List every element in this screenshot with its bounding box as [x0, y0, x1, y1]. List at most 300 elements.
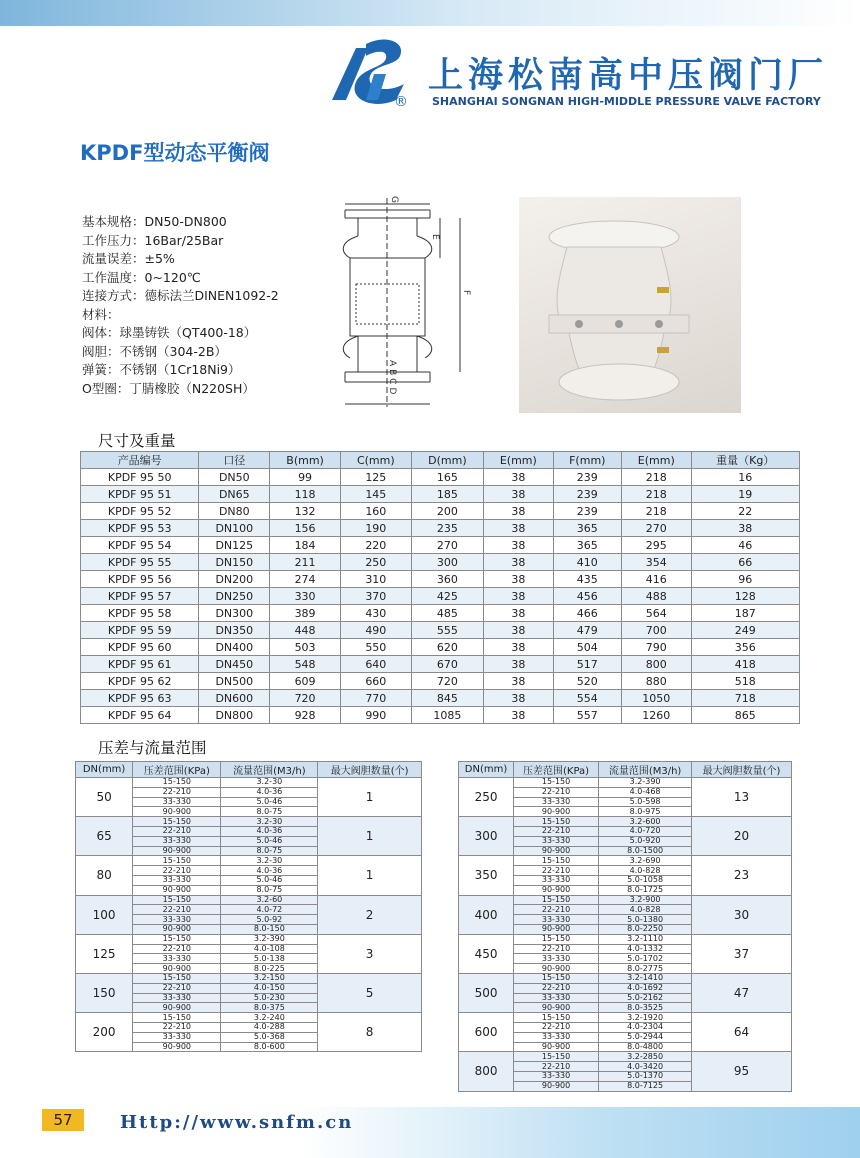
max-cartridge-cell: 1: [318, 856, 422, 895]
table-cell: DN65: [199, 486, 270, 503]
table-row: [81, 588, 800, 605]
flow-range-cell: 5.0-2944: [599, 1032, 692, 1042]
table-row: [459, 1013, 792, 1023]
pressure-range-cell: 90-900: [133, 885, 221, 895]
pressure-range-cell: 15-150: [514, 934, 599, 944]
table-cell: DN150: [199, 554, 270, 571]
column-header: 流量范围(M3/h): [221, 762, 318, 778]
flow-range-cell: 4.0-1692: [599, 983, 692, 993]
flow-range-cell: 4.0-720: [599, 826, 692, 836]
table-cell: 416: [621, 571, 691, 588]
table-cell: KPDF 95 50: [81, 469, 199, 486]
table-cell: 38: [484, 520, 554, 537]
flow-range-cell: 5.0-1058: [599, 875, 692, 885]
table-row: [76, 1013, 422, 1023]
table-row: [76, 856, 422, 866]
spec-line: 弹簧：不锈钢（1Cr18Ni9）: [82, 362, 241, 377]
flow-range-cell: 5.0-1702: [599, 954, 692, 964]
table-cell: 218: [621, 469, 691, 486]
table-row: [459, 778, 792, 788]
column-header: E(mm): [621, 452, 691, 469]
max-cartridge-cell: 37: [692, 934, 792, 973]
column-header: C(mm): [340, 452, 411, 469]
flow-range-cell: 3.2-600: [599, 817, 692, 827]
pressure-range-cell: 90-900: [133, 924, 221, 934]
column-header: 流量范围(M3/h): [599, 762, 692, 778]
dimension-section-title: 尺寸及重量: [98, 432, 176, 450]
flow-range-cell: 5.0-368: [221, 1032, 318, 1042]
table-cell: 365: [553, 520, 621, 537]
table-cell: 145: [340, 486, 411, 503]
pressure-range-cell: 22-210: [133, 1022, 221, 1032]
table-cell: 218: [621, 486, 691, 503]
dn-cell: 65: [76, 817, 133, 856]
flow-range-cell: 3.2-240: [221, 1013, 318, 1023]
table-cell: 488: [621, 588, 691, 605]
max-cartridge-cell: 20: [692, 817, 792, 856]
flow-range-cell: 3.2-30: [221, 817, 318, 827]
table-cell: DN200: [199, 571, 270, 588]
flow-range-cell: 8.0-600: [221, 1042, 318, 1052]
dn-cell: 300: [459, 817, 514, 856]
flow-range-cell: 4.0-108: [221, 944, 318, 954]
flow-range-cell: 8.0-375: [221, 1003, 318, 1013]
pressure-range-cell: 22-210: [514, 866, 599, 876]
table-cell: 548: [270, 656, 341, 673]
pressure-range-cell: 33-330: [133, 797, 221, 807]
flow-range-cell: 3.2-2850: [599, 1052, 692, 1062]
flow-range-cell: 5.0-920: [599, 836, 692, 846]
pressure-range-cell: 22-210: [514, 826, 599, 836]
table-header-row: [76, 762, 422, 778]
max-cartridge-cell: 30: [692, 895, 792, 934]
valve-section-drawing: [330, 192, 480, 414]
table-cell: 389: [270, 605, 341, 622]
table-cell: DN125: [199, 537, 270, 554]
column-header: 重量（Kg）: [691, 452, 799, 469]
max-cartridge-cell: 5: [318, 973, 422, 1012]
table-cell: 125: [340, 469, 411, 486]
table-row: [459, 973, 792, 983]
flow-range-cell: 5.0-598: [599, 797, 692, 807]
table-cell: 435: [553, 571, 621, 588]
column-header: 产品编号: [81, 452, 199, 469]
company-name-cn: 上海松南高中压阀门厂: [428, 56, 829, 96]
max-cartridge-cell: 47: [692, 973, 792, 1012]
table-cell: DN250: [199, 588, 270, 605]
table-cell: 720: [270, 690, 341, 707]
pressure-range-cell: 22-210: [133, 944, 221, 954]
table-cell: 365: [553, 537, 621, 554]
flow-range-cell: 8.0-225: [221, 964, 318, 974]
table-cell: 38: [484, 486, 554, 503]
dn-cell: 500: [459, 973, 514, 1012]
pressure-range-cell: 90-900: [514, 924, 599, 934]
pressure-range-cell: 33-330: [514, 797, 599, 807]
flow-range-cell: 8.0-7125: [599, 1081, 692, 1091]
dn-cell: 100: [76, 895, 133, 934]
column-header: 最大阀胆数量(个): [318, 762, 422, 778]
table-cell: 485: [411, 605, 483, 622]
table-cell: DN300: [199, 605, 270, 622]
flow-range-cell: 4.0-828: [599, 866, 692, 876]
max-cartridge-cell: 3: [318, 934, 422, 973]
table-cell: KPDF 95 58: [81, 605, 199, 622]
table-cell: 448: [270, 622, 341, 639]
flow-range-cell: 8.0-4800: [599, 1042, 692, 1052]
flow-range-cell: 5.0-2162: [599, 993, 692, 1003]
table-header-row: [459, 762, 792, 778]
pressure-range-cell: 33-330: [133, 875, 221, 885]
column-header: D(mm): [411, 452, 483, 469]
column-header: 压差范围(KPa): [133, 762, 221, 778]
max-cartridge-cell: 23: [692, 856, 792, 895]
table-row: [81, 571, 800, 588]
table-row: [81, 554, 800, 571]
table-cell: 990: [340, 707, 411, 724]
table-cell: 239: [553, 503, 621, 520]
registered-mark: ®: [394, 94, 408, 110]
table-row: [459, 1052, 792, 1062]
flow-range-cell: 3.2-690: [599, 856, 692, 866]
table-row: [81, 486, 800, 503]
flow-range-cell: 5.0-92: [221, 915, 318, 925]
pressure-range-cell: 22-210: [133, 787, 221, 797]
flow-range-cell: 4.0-36: [221, 787, 318, 797]
pressure-range-cell: 15-150: [133, 778, 221, 788]
pressure-range-cell: 22-210: [133, 826, 221, 836]
flow-range-cell: 4.0-1332: [599, 944, 692, 954]
table-row: [81, 605, 800, 622]
table-cell: 310: [340, 571, 411, 588]
pressure-range-cell: 90-900: [514, 846, 599, 856]
dn-cell: 450: [459, 934, 514, 973]
table-cell: KPDF 95 54: [81, 537, 199, 554]
table-cell: 609: [270, 673, 341, 690]
table-cell: 928: [270, 707, 341, 724]
table-cell: 165: [411, 469, 483, 486]
table-cell: 38: [484, 469, 554, 486]
pressure-range-cell: 33-330: [133, 1032, 221, 1042]
table-cell: 517: [553, 656, 621, 673]
page-number: 57: [42, 1109, 84, 1131]
table-cell: 520: [553, 673, 621, 690]
pressure-range-cell: 15-150: [514, 1013, 599, 1023]
pressure-range-cell: 15-150: [133, 973, 221, 983]
dim-label-e: E: [430, 234, 440, 240]
table-cell: 200: [411, 503, 483, 520]
flow-range-cell: 3.2-390: [599, 778, 692, 788]
dn-cell: 125: [76, 934, 133, 973]
column-header: E(mm): [484, 452, 554, 469]
table-cell: 96: [691, 571, 799, 588]
table-row: [76, 934, 422, 944]
pressure-range-cell: 15-150: [514, 895, 599, 905]
pressure-range-cell: 15-150: [133, 1013, 221, 1023]
pressure-range-cell: 33-330: [133, 915, 221, 925]
flow-range-cell: 4.0-150: [221, 983, 318, 993]
pressure-range-cell: 15-150: [133, 856, 221, 866]
table-cell: 718: [691, 690, 799, 707]
flow-range-cell: 4.0-36: [221, 826, 318, 836]
table-cell: 356: [691, 639, 799, 656]
table-cell: 700: [621, 622, 691, 639]
table-cell: 430: [340, 605, 411, 622]
table-row: [76, 817, 422, 827]
flow-range-cell: 4.0-36: [221, 866, 318, 876]
table-cell: 38: [484, 673, 554, 690]
table-cell: 503: [270, 639, 341, 656]
table-cell: 22: [691, 503, 799, 520]
table-cell: 118: [270, 486, 341, 503]
table-cell: 670: [411, 656, 483, 673]
max-cartridge-cell: 1: [318, 817, 422, 856]
max-cartridge-cell: 8: [318, 1013, 422, 1052]
spec-line: 材料：: [82, 306, 120, 322]
table-cell: 239: [553, 486, 621, 503]
product-title: KPDF型动态平衡阀: [80, 141, 270, 165]
table-cell: 504: [553, 639, 621, 656]
pressure-range-cell: 33-330: [133, 836, 221, 846]
flow-range-cell: 3.2-1110: [599, 934, 692, 944]
table-row: [81, 639, 800, 656]
table-cell: 38: [484, 588, 554, 605]
pressure-range-cell: 33-330: [133, 954, 221, 964]
table-cell: 490: [340, 622, 411, 639]
flow-range-table-right: [458, 761, 792, 1092]
pressure-range-cell: 22-210: [514, 1062, 599, 1072]
table-cell: DN800: [199, 707, 270, 724]
table-row: [459, 817, 792, 827]
table-cell: 330: [270, 588, 341, 605]
max-cartridge-cell: 64: [692, 1013, 792, 1052]
table-cell: 620: [411, 639, 483, 656]
pressure-range-cell: 90-900: [514, 1081, 599, 1091]
table-cell: 38: [484, 537, 554, 554]
spec-line: 工作压力：16Bar/25Bar: [82, 232, 224, 248]
table-cell: 466: [553, 605, 621, 622]
column-header: DN(mm): [76, 762, 133, 778]
flow-section-title: 压差与流量范围: [98, 739, 207, 757]
flow-range-cell: 3.2-60: [221, 895, 318, 905]
table-cell: 555: [411, 622, 483, 639]
pressure-range-cell: 15-150: [133, 934, 221, 944]
flow-range-cell: 3.2-30: [221, 856, 318, 866]
table-row: [81, 707, 800, 724]
pressure-range-cell: 33-330: [514, 836, 599, 846]
table-cell: 360: [411, 571, 483, 588]
pressure-range-cell: 22-210: [133, 983, 221, 993]
table-cell: KPDF 95 61: [81, 656, 199, 673]
pressure-range-cell: 33-330: [514, 993, 599, 1003]
flow-range-cell: 8.0-75: [221, 846, 318, 856]
dim-label-g: G: [389, 196, 399, 203]
pressure-range-cell: 90-900: [133, 846, 221, 856]
table-cell: KPDF 95 59: [81, 622, 199, 639]
table-cell: DN350: [199, 622, 270, 639]
table-cell: 800: [621, 656, 691, 673]
table-cell: DN600: [199, 690, 270, 707]
table-cell: KPDF 95 64: [81, 707, 199, 724]
pressure-range-cell: 33-330: [133, 993, 221, 1003]
flow-range-cell: 3.2-150: [221, 973, 318, 983]
table-row: [81, 503, 800, 520]
table-cell: 300: [411, 554, 483, 571]
table-row: [459, 934, 792, 944]
table-cell: 518: [691, 673, 799, 690]
pressure-range-cell: 90-900: [133, 1003, 221, 1013]
table-cell: 190: [340, 520, 411, 537]
dn-cell: 150: [76, 973, 133, 1012]
flow-range-cell: 4.0-468: [599, 787, 692, 797]
table-cell: 640: [340, 656, 411, 673]
flow-range-cell: 4.0-288: [221, 1022, 318, 1032]
company-name-en: SHANGHAI SONGNAN HIGH-MIDDLE PRESSURE VALVE FACTORY: [432, 95, 821, 108]
website-url[interactable]: Http://www.snfm.cn: [120, 1112, 354, 1133]
table-cell: 38: [484, 656, 554, 673]
table-cell: DN450: [199, 656, 270, 673]
table-row: [76, 895, 422, 905]
table-body: [76, 778, 422, 1052]
table-cell: 16: [691, 469, 799, 486]
table-cell: 184: [270, 537, 341, 554]
table-cell: KPDF 95 53: [81, 520, 199, 537]
table-row: [81, 469, 800, 486]
flow-range-cell: 4.0-2304: [599, 1022, 692, 1032]
table-cell: KPDF 95 57: [81, 588, 199, 605]
flow-range-cell: 5.0-1370: [599, 1071, 692, 1081]
table-cell: KPDF 95 60: [81, 639, 199, 656]
table-cell: 250: [340, 554, 411, 571]
flow-range-table-left: [75, 761, 422, 1052]
max-cartridge-cell: 2: [318, 895, 422, 934]
table-cell: 557: [553, 707, 621, 724]
table-cell: 354: [621, 554, 691, 571]
pressure-range-cell: 15-150: [514, 973, 599, 983]
pressure-range-cell: 90-900: [514, 1003, 599, 1013]
table-cell: 564: [621, 605, 691, 622]
table-cell: 235: [411, 520, 483, 537]
table-cell: 270: [411, 537, 483, 554]
column-header: 口径: [199, 452, 270, 469]
table-cell: KPDF 95 63: [81, 690, 199, 707]
flow-range-cell: 8.0-3525: [599, 1003, 692, 1013]
table-cell: 38: [691, 520, 799, 537]
pressure-range-cell: 15-150: [514, 1052, 599, 1062]
table-cell: DN500: [199, 673, 270, 690]
table-cell: 1050: [621, 690, 691, 707]
table-cell: 410: [553, 554, 621, 571]
spec-line: O型圈：丁腈橡胶（N220SH）: [82, 380, 255, 396]
pressure-range-cell: 33-330: [514, 915, 599, 925]
table-cell: KPDF 95 56: [81, 571, 199, 588]
table-cell: 790: [621, 639, 691, 656]
table-cell: 550: [340, 639, 411, 656]
table-cell: KPDF 95 55: [81, 554, 199, 571]
dn-cell: 250: [459, 778, 514, 817]
flow-range-cell: 5.0-46: [221, 797, 318, 807]
table-row: [81, 537, 800, 554]
table-cell: 38: [484, 690, 554, 707]
table-cell: 1260: [621, 707, 691, 724]
dn-cell: 50: [76, 778, 133, 817]
table-row: [81, 520, 800, 537]
table-cell: 220: [340, 537, 411, 554]
pressure-range-cell: 22-210: [514, 787, 599, 797]
table-cell: KPDF 95 62: [81, 673, 199, 690]
table-body: [459, 778, 792, 1092]
valve-product-photo: [519, 197, 741, 413]
table-cell: 38: [484, 503, 554, 520]
pressure-range-cell: 33-330: [514, 1071, 599, 1081]
flow-range-cell: 3.2-1920: [599, 1013, 692, 1023]
table-row: [76, 973, 422, 983]
table-head: [76, 762, 422, 778]
table-row: [81, 656, 800, 673]
flow-range-cell: 8.0-75: [221, 885, 318, 895]
table-cell: 38: [484, 707, 554, 724]
pressure-range-cell: 90-900: [514, 807, 599, 817]
flow-range-cell: 5.0-46: [221, 836, 318, 846]
table-row: [459, 856, 792, 866]
table-cell: 880: [621, 673, 691, 690]
dn-cell: 600: [459, 1013, 514, 1052]
table-cell: 132: [270, 503, 341, 520]
table-cell: 554: [553, 690, 621, 707]
pressure-range-cell: 22-210: [514, 905, 599, 915]
table-cell: 19: [691, 486, 799, 503]
column-header: F(mm): [553, 452, 621, 469]
pressure-range-cell: 90-900: [133, 807, 221, 817]
flow-range-cell: 3.2-900: [599, 895, 692, 905]
pressure-range-cell: 22-210: [514, 944, 599, 954]
pressure-range-cell: 90-900: [514, 885, 599, 895]
table-cell: 720: [411, 673, 483, 690]
table-head: [459, 762, 792, 778]
table-cell: 38: [484, 639, 554, 656]
pressure-range-cell: 90-900: [133, 964, 221, 974]
flow-range-cell: 8.0-975: [599, 807, 692, 817]
max-cartridge-cell: 13: [692, 778, 792, 817]
flow-range-cell: 8.0-75: [221, 807, 318, 817]
table-cell: DN400: [199, 639, 270, 656]
table-cell: 660: [340, 673, 411, 690]
spec-line: 阀胆：不锈钢（304-2B）: [82, 343, 227, 359]
table-cell: 66: [691, 554, 799, 571]
table-cell: 239: [553, 469, 621, 486]
table-cell: KPDF 95 51: [81, 486, 199, 503]
flow-range-cell: 3.2-390: [221, 934, 318, 944]
table-cell: 1085: [411, 707, 483, 724]
flow-range-cell: 8.0-1500: [599, 846, 692, 856]
table-row: [81, 673, 800, 690]
pressure-range-cell: 15-150: [133, 895, 221, 905]
pressure-range-cell: 22-210: [514, 983, 599, 993]
table-cell: 865: [691, 707, 799, 724]
table-cell: 38: [484, 622, 554, 639]
table-cell: 187: [691, 605, 799, 622]
table-cell: 425: [411, 588, 483, 605]
table-header-row: [81, 452, 800, 469]
table-cell: 479: [553, 622, 621, 639]
table-cell: 156: [270, 520, 341, 537]
table-row: [459, 895, 792, 905]
table-cell: 38: [484, 554, 554, 571]
flow-range-cell: 4.0-3420: [599, 1062, 692, 1072]
flow-range-cell: 3.2-1410: [599, 973, 692, 983]
pressure-range-cell: 22-210: [514, 1022, 599, 1032]
pressure-range-cell: 22-210: [133, 866, 221, 876]
